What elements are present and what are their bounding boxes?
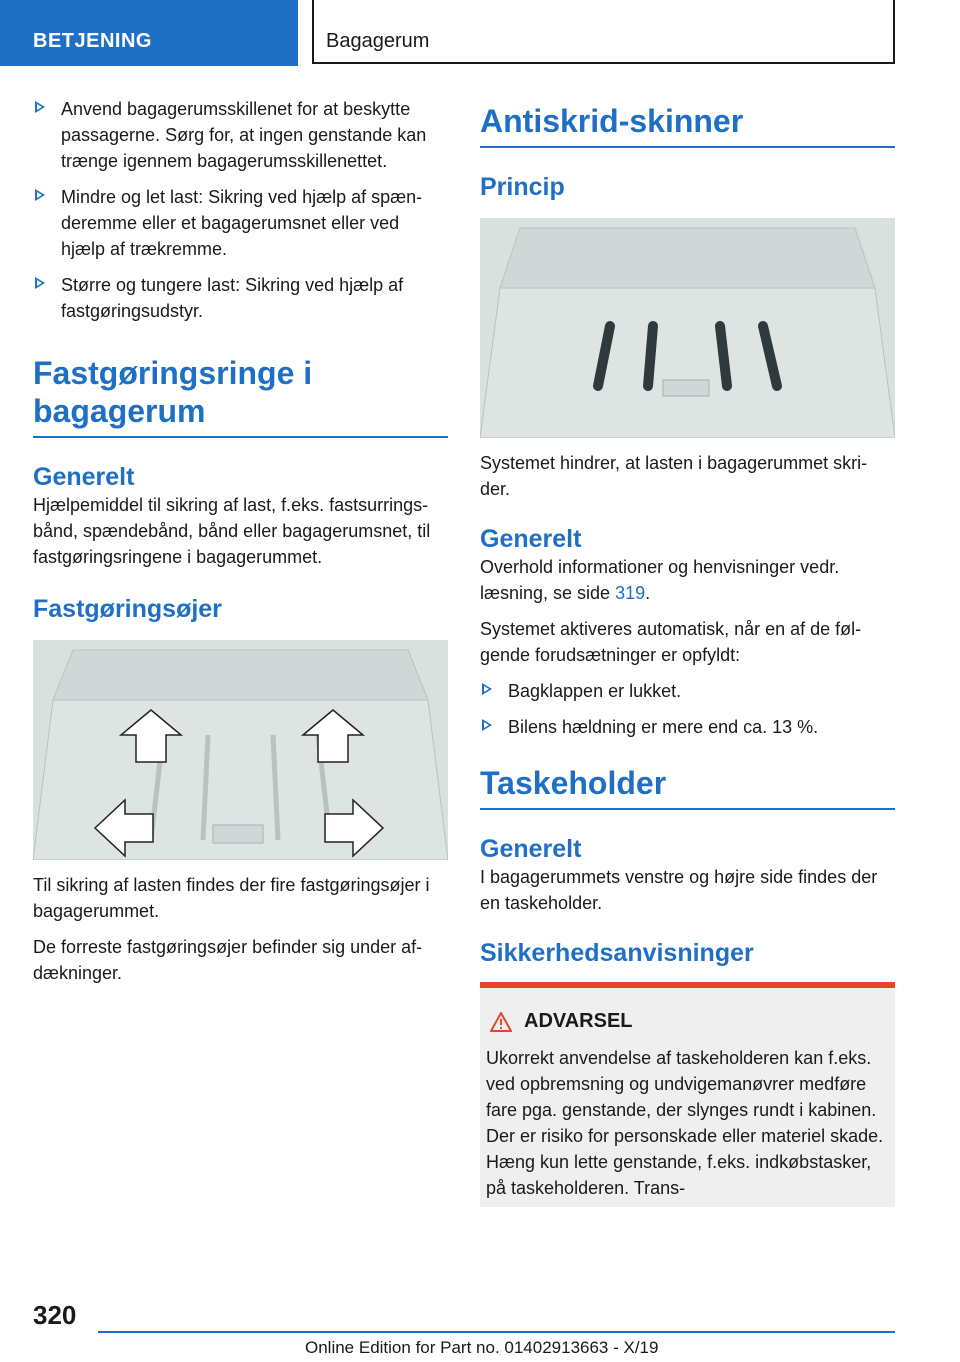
footer-divider — [98, 1331, 895, 1333]
page-header — [0, 0, 960, 66]
warning-box — [480, 982, 895, 1207]
bullet-triangle-icon — [35, 101, 45, 113]
list-item: Mindre og let last: Sikring ved hjælp af spæn-deremme eller et bagagerumsnet eller ved hjælp af trækremme. — [33, 184, 448, 262]
generelt-text: Hjælpemiddel til sikring af last, f.eks. fastsurrings-bånd, spændebånd, bånd eller bagagerumsnet, til fastgøringsringene i bagagerummet. — [33, 495, 431, 567]
cargo-tie-down-illustration — [33, 640, 448, 860]
heading-fastgoringsojer: Fastgøringsøjer — [33, 595, 222, 623]
auto-text: Systemet aktiveres automatisk, når en af de føl-gende forudsætninger er opfyldt: — [480, 619, 862, 665]
list-item: Bilens hældning er mere end ca. 13 %. — [480, 714, 895, 740]
taske-text: I bagagerummets venstre og højre side findes der en taskeholder. — [480, 867, 878, 913]
heading-antiskrid: Antiskrid-skinner — [480, 102, 895, 148]
bullet-triangle-icon — [35, 277, 45, 289]
page-reference-link[interactable]: 319 — [615, 583, 646, 603]
right-bullet-list — [480, 678, 895, 740]
heading-fastgoringsringe: Fastgøringsringe i bagagerum — [33, 354, 448, 438]
list-item: Bagklappen er lukket. — [480, 678, 895, 704]
heading-generelt-2: Generelt — [480, 525, 582, 553]
heading-princip: Princip — [480, 173, 565, 201]
bullet-triangle-icon — [35, 189, 45, 201]
heading-taskeholder: Taskeholder — [480, 764, 895, 810]
list-item: Anvend bagagerumsskillenet for at beskytte passagerne. Sørg for, at ingen genstande kan trænge igennem bagagerumsskillenettet. — [33, 96, 448, 174]
right-column — [480, 102, 895, 1207]
page-number: 320 — [33, 1300, 77, 1330]
cargo-area-tie-down-figure — [33, 640, 448, 860]
generelt-text-2: Overhold informationer og henvisninger vedr. læsning, se side 319. — [480, 557, 840, 603]
left-column — [33, 96, 448, 986]
anti-slip-rails-illustration — [480, 218, 895, 438]
chapter-title: Bagagerum — [312, 0, 895, 64]
bullet-triangle-icon — [482, 683, 492, 695]
warning-title: ADVARSEL — [524, 1010, 633, 1032]
heading-generelt-3: Generelt — [480, 835, 582, 863]
anti-slip-rails-figure — [480, 218, 895, 438]
warning-text: Ukorrekt anvendelse af taskeholderen kan f.eks. ved opbremsning og undvigemanøvrer medføre fare pga. genstande, der slynges rundt i kabinen. Der er risiko for personskade eller materiel skade. Hæng kun lette genstande, f.eks. indkøbstasker, på taskeholderen. Trans- — [486, 1048, 884, 1198]
list-item: Større og tungere last: Sikring ved hjælp af fastgøringsudstyr. — [33, 272, 448, 324]
edition-text: Online Edition for Part no. 01402913663 - X/19 — [305, 1338, 659, 1357]
princip-text: Systemet hindrer, at lasten i bagagerummet skri-der. — [480, 453, 868, 499]
ojer-text-1: Til sikring af lasten findes der fire fastgøringsøjer i bagagerummet. — [33, 875, 430, 921]
warning-triangle-icon — [490, 1012, 512, 1032]
section-label: BETJENING — [0, 0, 298, 66]
heading-sikkerhedsanvisninger: Sikkerhedsanvisninger — [480, 939, 754, 967]
heading-generelt: Generelt — [33, 463, 135, 491]
bullet-triangle-icon — [482, 719, 492, 731]
warning-header — [490, 1010, 887, 1033]
left-bullet-list — [33, 96, 448, 324]
ojer-text-2: De forreste fastgøringsøjer befinder sig under af-dækninger. — [33, 937, 423, 983]
